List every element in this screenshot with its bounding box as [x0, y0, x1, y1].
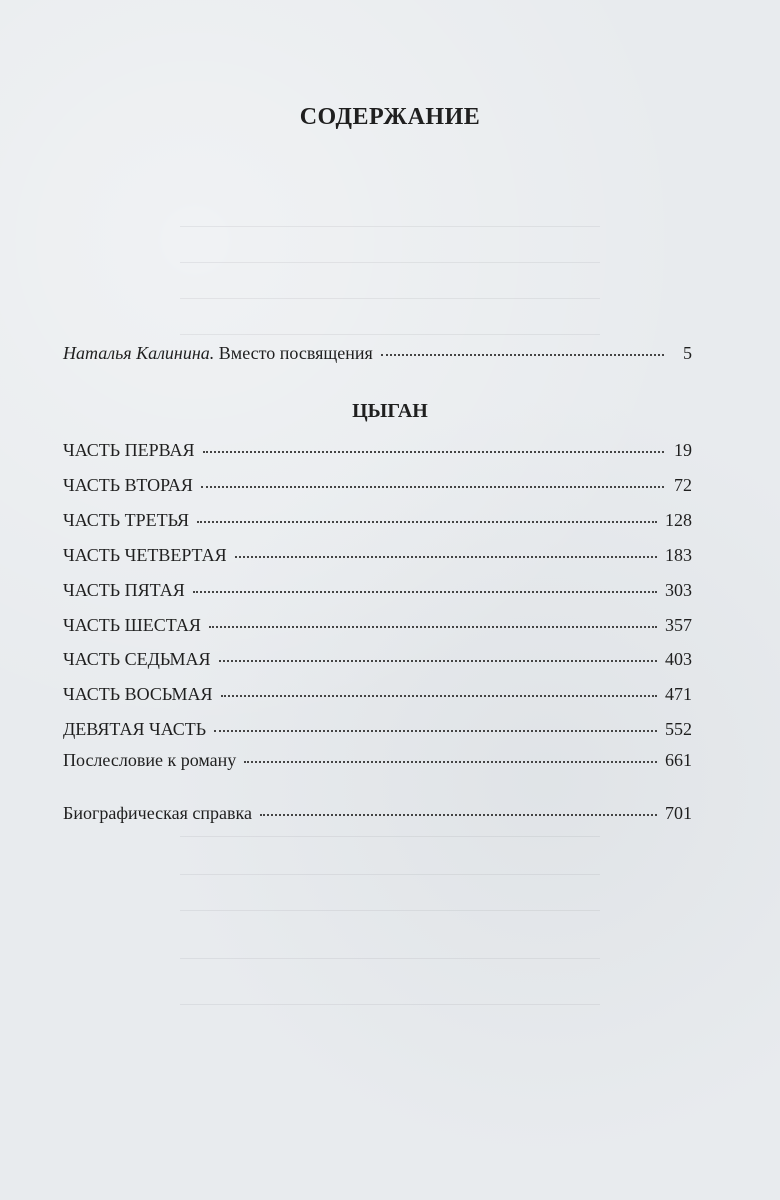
- toc-entry-part-5: [63, 581, 692, 599]
- dot-leader: [193, 591, 657, 593]
- entry-title: ЧАСТЬ ВТОРАЯ: [63, 475, 193, 495]
- dot-leader: [260, 814, 657, 816]
- page-number: 552: [665, 719, 692, 739]
- show-through-line: [180, 874, 600, 875]
- entry-title: ДЕВЯТАЯ ЧАСТЬ: [63, 719, 207, 739]
- page-number: 471: [665, 684, 692, 704]
- toc-entry-part-1: [63, 441, 692, 459]
- contents-title: СОДЕРЖАНИЕ: [299, 104, 481, 130]
- entry-title: ЧАСТЬ СЕДЬМАЯ: [63, 649, 211, 669]
- page-number: 128: [665, 510, 692, 530]
- toc-entry-afterword: [63, 751, 692, 769]
- show-through-line: [180, 262, 600, 263]
- show-through-line: [180, 836, 600, 837]
- toc-entry-part-2: [63, 476, 692, 494]
- dot-leader: [209, 626, 657, 628]
- dot-leader: [214, 730, 657, 732]
- entry-title: ЧАСТЬ ТРЕТЬЯ: [63, 510, 190, 530]
- toc-entry-part-4: [63, 546, 692, 564]
- dot-leader: [197, 521, 657, 523]
- entry-title: ЧАСТЬ ЧЕТВЕРТАЯ: [63, 545, 227, 565]
- section-title: ЦЫГАН: [352, 400, 428, 422]
- dot-leader: [381, 354, 664, 356]
- show-through-line: [180, 1004, 600, 1005]
- page-number: 701: [665, 803, 692, 823]
- toc-entry-intro: [63, 344, 692, 362]
- show-through-line: [180, 334, 600, 335]
- entry-title: ЧАСТЬ ПЕРВАЯ: [63, 440, 195, 460]
- intro-author: Наталья Калинина.: [63, 343, 215, 363]
- show-through-line: [180, 226, 600, 227]
- entry-title: Биографическая справка: [63, 803, 252, 823]
- show-through-line: [180, 298, 600, 299]
- page-number: 19: [674, 440, 692, 460]
- dot-leader: [244, 761, 657, 763]
- show-through-line: [180, 910, 600, 911]
- toc-entry-part-8: [63, 685, 692, 703]
- page-number: 5: [683, 343, 692, 363]
- page-number: 403: [665, 649, 692, 669]
- toc-entry-part-6: [63, 616, 692, 634]
- toc-entry-part-9: [63, 720, 692, 738]
- page-number: 661: [665, 750, 692, 770]
- dot-leader: [201, 486, 664, 488]
- dot-leader: [235, 556, 657, 558]
- toc-entry-part-3: [63, 511, 692, 529]
- dot-leader: [221, 695, 658, 697]
- page-number: 303: [665, 580, 692, 600]
- dot-leader: [203, 451, 664, 453]
- entry-title: ЧАСТЬ ПЯТАЯ: [63, 580, 185, 600]
- intro-title: Вместо посвящения: [218, 343, 373, 363]
- toc-entry-intro-label: [63, 344, 373, 362]
- page-number: 183: [665, 545, 692, 565]
- toc-entry-part-7: [63, 650, 692, 668]
- entry-title: Послесловие к роману: [63, 750, 237, 770]
- toc-entry-bio: [63, 804, 692, 822]
- page-number: 72: [674, 475, 692, 495]
- dot-leader: [219, 660, 657, 662]
- show-through-line: [180, 958, 600, 959]
- page-number: 357: [665, 615, 692, 635]
- entry-title: ЧАСТЬ ШЕСТАЯ: [63, 615, 201, 635]
- entry-title: ЧАСТЬ ВОСЬМАЯ: [63, 684, 213, 704]
